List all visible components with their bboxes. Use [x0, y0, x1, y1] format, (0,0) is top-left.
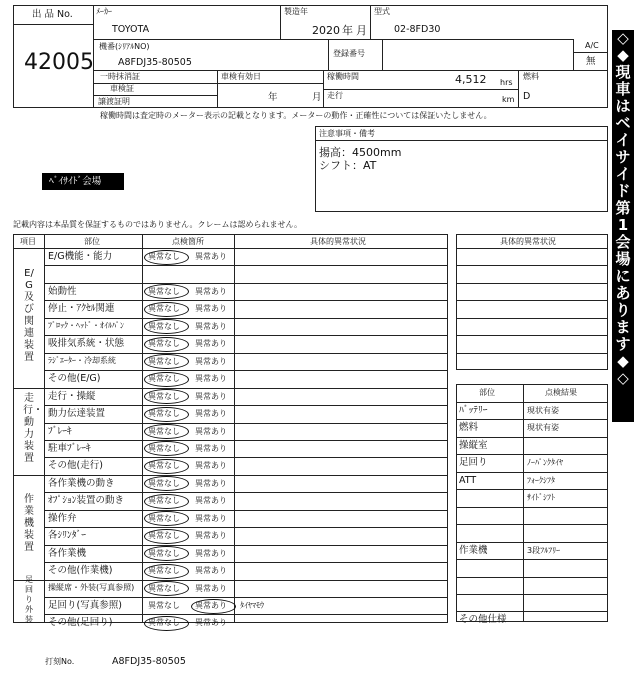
normal-option[interactable]: 異常なし	[148, 426, 180, 436]
row-part: 停止・ｱｸｾﾙ関連	[48, 303, 115, 315]
selection-circle	[144, 529, 189, 544]
row-part: E/G機能・能力	[48, 251, 113, 262]
abnormal-option[interactable]: 異常あり	[195, 339, 227, 349]
selection-circle	[144, 250, 189, 265]
hours-disclaimer: 稼働時間は査定時のメーター表示の記載となります。メーターの動作・正確性については保証いたしません。	[100, 111, 492, 120]
normal-option[interactable]: 異常なし	[148, 356, 180, 366]
normal-option[interactable]: 異常なし	[148, 304, 180, 314]
header-detail: 具体的異常状況	[310, 237, 366, 246]
abnormal-option[interactable]: 異常あり	[195, 461, 227, 471]
row-part: ﾌﾞﾛｯｸ・ﾍｯﾄﾞ・ｵｲﾙﾊﾟﾝ	[48, 320, 124, 330]
abnormal-option[interactable]: 異常あり	[195, 252, 227, 261]
normal-option[interactable]: 異常なし	[148, 391, 180, 401]
location-banner	[612, 30, 634, 422]
venue-badge: ﾍﾞｲｻｲﾄﾞ会場	[42, 173, 124, 190]
result-part: その他仕様	[459, 614, 507, 626]
result-part: 足回り	[459, 457, 488, 469]
normal-option[interactable]: 異常なし	[148, 601, 180, 610]
row-part: ﾗｼﾞｴｰﾀｰ・冷却系統	[48, 355, 116, 365]
result-part: 作業機	[459, 544, 488, 556]
group-work: 作業機装置	[24, 494, 34, 553]
result-value: 現状有姿	[527, 423, 559, 433]
year-label: 製造年	[284, 7, 308, 16]
row-part: その他(作業機)	[48, 565, 113, 577]
reg-label: 登録番号	[333, 49, 365, 58]
normal-option[interactable]: 異常なし	[148, 548, 180, 558]
row-part: 操作弁	[48, 512, 77, 524]
abnormal-option[interactable]: 異常あり	[195, 566, 227, 576]
abnormal-option[interactable]: 異常あり	[195, 286, 227, 296]
selection-circle	[144, 616, 189, 631]
notes-line2: シフト：AT	[319, 159, 377, 172]
normal-option[interactable]: 異常なし	[148, 513, 180, 523]
group-drive: 走行・動力装置	[23, 393, 43, 464]
result-part: ﾊﾞｯﾃﾘｰ	[459, 405, 488, 416]
abnormal-option[interactable]: 異常あり	[195, 531, 227, 541]
abnormal-option[interactable]: 異常あり	[195, 304, 227, 314]
row-part: ﾌﾞﾚｰｷ	[48, 425, 72, 437]
row-part: 始動性	[48, 285, 77, 297]
selection-circle	[144, 564, 189, 579]
hours-label: 稼働時間	[327, 72, 359, 81]
normal-option[interactable]: 異常なし	[148, 496, 180, 506]
abnormal-option[interactable]: 異常あり	[195, 443, 227, 453]
selection-circle	[144, 494, 189, 509]
normal-option[interactable]: 異常なし	[148, 321, 180, 331]
row-part: 吸排気系統・状態	[48, 338, 125, 350]
result-part: 燃料	[459, 422, 479, 434]
vehicle-cert-label: 車検証	[110, 84, 134, 93]
selection-circle	[144, 372, 189, 387]
normal-option[interactable]: 異常なし	[148, 286, 180, 296]
row-part: 操縦席・外装(写真参照)	[48, 582, 135, 592]
year-unit: 年	[342, 24, 353, 37]
row-part: 足回り(写真参照)	[48, 600, 122, 611]
abnormal-option[interactable]: 異常あり	[195, 374, 227, 384]
result-header-result: 点検結果	[545, 388, 577, 397]
normal-option[interactable]: 異常なし	[148, 478, 180, 488]
header-part: 部位	[84, 237, 100, 246]
row-part: その他(走行)	[48, 460, 103, 472]
normal-option[interactable]: 異常なし	[148, 583, 180, 593]
normal-option[interactable]: 異常なし	[148, 443, 180, 453]
run-label: 走行	[327, 91, 343, 100]
row-part: 各作業機	[48, 547, 87, 559]
normal-option[interactable]: 異常なし	[148, 374, 180, 384]
abnormal-option[interactable]: 異常あり	[195, 583, 227, 593]
selection-circle	[144, 337, 189, 352]
hours-value: 4,512	[455, 73, 487, 86]
group-chassis: 足回り外装	[25, 575, 33, 624]
right-detail-box	[456, 234, 608, 370]
row-part: 各ｼﾘﾝﾀﾞｰ	[48, 530, 87, 542]
abnormal-option[interactable]: 異常あり	[195, 391, 227, 401]
selection-circle	[144, 407, 189, 422]
selection-circle	[191, 599, 236, 614]
abnormal-option[interactable]: 異常あり	[195, 409, 227, 419]
notes-line1: 揚高：4500mm	[319, 146, 402, 159]
transfer-label: 譲渡証明	[98, 97, 130, 106]
serial-label: 機番(ｼﾘｱﾙNO)	[99, 42, 150, 51]
serial: A8FDJ35-80505	[118, 57, 192, 68]
result-value: 現状有姿	[527, 406, 559, 415]
normal-option[interactable]: 異常なし	[148, 339, 180, 349]
result-value: ﾉｰﾊﾟﾝｸﾀｲﾔ	[527, 458, 563, 468]
row-part: 駐車ﾌﾞﾚｰｷ	[48, 442, 91, 454]
abnormal-option[interactable]: 異常あり	[195, 321, 227, 331]
notes-label: 注意事項・備考	[319, 129, 375, 138]
header-check: 点検箇所	[172, 237, 204, 246]
row-part: その他(E/G)	[48, 373, 101, 385]
result-value: ｻｲﾄﾞｼﾌﾄ	[527, 493, 555, 503]
row-part: 走行・操縦	[48, 390, 96, 402]
selection-circle	[144, 302, 189, 317]
month-unit: 月	[356, 24, 367, 37]
lot-no: 42005	[24, 50, 94, 75]
abnormal-option[interactable]: 異常あり	[195, 478, 227, 488]
quality-disclaimer: 記載内容は本品質を保証するものではありません。クレームは認められません。	[13, 220, 302, 229]
model: 02-8FD30	[394, 24, 441, 35]
stamp-value: A8FDJ35-80505	[112, 656, 186, 667]
inspection-label: 車検有効日	[221, 72, 261, 81]
abnormal-option[interactable]: 異常あり	[195, 513, 227, 523]
normal-option[interactable]: 異常なし	[148, 409, 180, 419]
right-detail-header: 具体的異常状況	[500, 237, 556, 246]
temp-reg-label: 一時抹消証	[100, 72, 140, 81]
result-part: ATT	[459, 474, 477, 486]
normal-option[interactable]: 異常なし	[148, 252, 180, 261]
abnormal-option[interactable]: 異常あり	[195, 601, 227, 610]
row-part: その他(足回り)	[48, 617, 113, 629]
abnormal-option[interactable]: 異常あり	[195, 496, 227, 506]
lot-no-label: 出 品 No.	[32, 9, 73, 20]
fuel-label: 燃料	[523, 72, 539, 81]
selection-circle	[144, 459, 189, 474]
row-part: 各作業機の動き	[48, 477, 115, 489]
row-detail: ﾀｲﾔﾏﾓｳ	[240, 601, 264, 610]
insp-month-unit: 月	[312, 92, 322, 103]
result-value: 3段ﾌﾙﾌﾘｰ	[527, 545, 561, 555]
abnormal-option[interactable]: 異常あり	[195, 548, 227, 558]
abnormal-option[interactable]: 異常あり	[195, 426, 227, 436]
stamp-label: 打刻No.	[45, 657, 75, 666]
result-header-part: 部位	[479, 388, 495, 397]
normal-option[interactable]: 異常なし	[148, 461, 180, 471]
row-part: 動力伝達装置	[48, 408, 106, 420]
normal-option[interactable]: 異常なし	[148, 531, 180, 541]
normal-option[interactable]: 異常なし	[148, 566, 180, 576]
selection-circle	[144, 389, 189, 404]
abnormal-option[interactable]: 異常あり	[195, 618, 227, 628]
km-unit: km	[502, 95, 515, 104]
result-part: 操縦室	[459, 439, 488, 451]
abnormal-option[interactable]: 異常あり	[195, 356, 227, 366]
selection-circle	[144, 581, 189, 596]
normal-option[interactable]: 異常なし	[148, 618, 180, 628]
insp-year-unit: 年	[268, 92, 278, 103]
ac-value: 無	[586, 56, 596, 67]
header-item: 項目	[20, 237, 36, 246]
result-value: ﾌｫｰｸｼﾌﾀ	[527, 475, 555, 485]
hours-unit: hrs	[500, 78, 513, 87]
selection-circle	[144, 424, 189, 439]
row-part: ｵﾌﾟｼｮﾝ装置の動き	[48, 495, 125, 507]
fuel-value: D	[523, 91, 531, 102]
year-value: 2020	[312, 24, 340, 37]
banner-text: ◇◆現車はベイサイド第1会場にあります◆◇	[615, 29, 631, 387]
ac-label: A/C	[585, 41, 599, 50]
model-label: 型式	[374, 7, 390, 16]
maker-label: ﾒｰｶｰ	[96, 7, 112, 16]
maker: TOYOTA	[112, 24, 150, 35]
group-eg: E/G及び関連装置	[24, 268, 34, 363]
